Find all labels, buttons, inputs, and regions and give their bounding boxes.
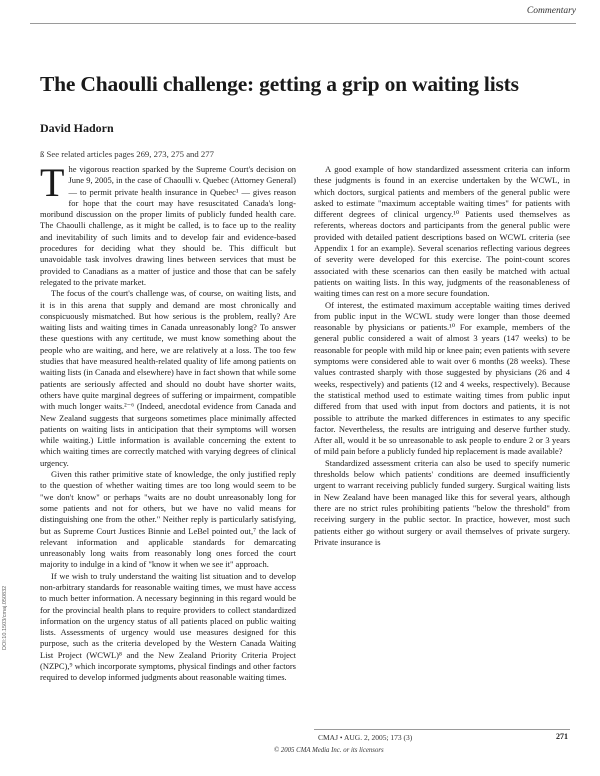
page-number: 271 xyxy=(556,732,568,741)
copyright-notice: © 2005 CMA Media Inc. or its licensors xyxy=(274,747,384,754)
author-name: David Hadorn xyxy=(40,121,114,135)
top-rule xyxy=(30,23,576,24)
see-related-link[interactable]: ß See related articles pages 269, 273, 275 and 277 xyxy=(40,149,214,159)
paragraph-4: If we wish to truly understand the waiting list situation and to develop non-arbitrary standards for reasonable waiting times, we must have access to much better information. A necessary beginning in this regard would be for the provincial health plans to require providers to collect standardized information on the urgency status of all patients placed on public waiting lists. Assessments of urgency would use measures designed for this purpose, such as the criteria developed by the Western Canada Waiting List Project (WCWL)⁸ and the New Zealand Priority Criteria Project (NZPC),⁹ which incorporate symptoms, physical findings and other factors required to develop informed judgments about reasonable waiting times. xyxy=(40,570,296,683)
bottom-rule xyxy=(314,729,570,730)
paragraph-5: A good example of how standardized assessment criteria can inform these judgments is found in an exercise undertaken by the WCWL, in which doctors, surgical patients and members of the general public were asked to estimate "maximum acceptable waiting times" for patients with different degrees of clinical urgency.¹⁰ Patients used themselves as referents, whereas doctors and participants from the general public were provided with detailed patient descriptions based on WCWL criteria (see Appendix 1 for an example). Several scenarios reflecting various degrees of severity were developed for this exercise. The point-count scores associated with these scenarios can then easily be matched with actual patients on waiting lists. In this way, judgments of the reasonableness of waiting times can rest on a more secure foundation. xyxy=(314,164,570,299)
article-title: The Chaoulli challenge: getting a grip on waiting lists xyxy=(40,72,519,96)
paragraph-2: The focus of the court's challenge was, of course, on waiting lists, and it is in this arena that supply and demand are most chronically and conspicuously mismatched. But how serious is the problem, really? Are waiting lists and waiting times in Canada unreasonably long? To answer these questions with any certitude, we must know something about the people who are waiting, and here, we are relatively at a loss. The too few studies that have measured health-related quality of life among patients on waiting lists (in Canada and elsewhere) have in fact shown that while some patients are seriously affected and should no doubt have shorter waits, others have quite marginal degrees of suffering or impairment, compatible with much longer waits.²⁻⁶ (Indeed, anecdotal evidence from Canada and New Zealand suggests that surgeons sometimes place minimally affected patients on waiting lists in anticipation that their symptoms will worsen while waiting.) Little information is available concerning the extent to which waiting times are correctly matched with varying degrees of clinical urgency. xyxy=(40,288,296,468)
drop-cap: T xyxy=(40,164,65,205)
paragraph-3: Given this rather primitive state of knowledge, the only justified reply to the question of whether waiting times are too long would seem to be "we don't know" or perhaps "waits are no doubt unreasonably long for some patients and not for others, but we have no valid means for distinguishing one from the other." Neither reply is particularly satisfying, but as Supreme Court Justices Binnie and LeBel pointed out,⁷ the lack of relevant information and applicable standards for demarcating unreasonably long waits from reasonably long ones forced the court majority to indulge in a kind of "know it when we see it" approach. xyxy=(40,469,296,570)
paragraph-6: Of interest, the estimated maximum acceptable waiting times derived from public input in the WCWL study were longer than those deemed reasonable by physicians or patients.¹⁰ For example, members of the general public considered a wait of almost 3 years (147 weeks) to be reasonable for people with mild hip or knee pain; even patients with severe symptoms were considered able to wait over 6 months (28 weeks). These values contrasted sharply with those suggested by physicians (26 and 4 weeks, respectively) and patients (12 and 4 weeks, respectively). Because the statistical method used to estimate waiting times from public input differed from that used with input from doctors and patients, it is not possible to attribute the marked differences in estimates to any specific factor. Nevertheless, the results are intriguing and deserve further study. After all, would it be so unreasonable to ask people to endure 2 or 3 years of mild pain before a publicly funded hip replacement is made available? xyxy=(314,299,570,457)
paragraph-1 xyxy=(40,164,296,288)
paragraph-7: Standardized assessment criteria can also be used to specify numeric thresholds below which patients' conditions are deemed insufficiently urgent to warrant receiving publicly funded surgery. Surgical waiting lists in New Zealand have been managed like this for several years, although there are no strict rules prohibiting patients "below the threshold" from receiving surgery in the public sector. In practice, however, most such patients either go without surgery or avail themselves of private surgery. Private insurance is xyxy=(314,457,570,547)
left-column xyxy=(40,164,296,720)
paragraph-1-text: he vigorous reaction sparked by the Supreme Court's decision on June 9, 2005, in the case of Chaoulli v. Quebec (Attorney General) — to permit private health insurance in Quebec¹ — gives reason for hope that the court may have resuscitated Canada's long-moribund discussion on the proper limits of publicly funded health care. The Chaoulli challenge, as it might be called, is to face up to the reality and inevitability of such limits and to develop fair and evidence-based procedures for deciding what they should be. This difficult but unavoidable task involves drawing lines between services that must be provided to Canadians as a matter of justice and those that can be safely relegated to the private market. xyxy=(40,164,296,287)
journal-citation: CMAJ • AUG. 2, 2005; 173 (3) xyxy=(318,733,413,742)
doi-label: DOI:10.1503/cmaj.050832 xyxy=(2,585,8,650)
section-label: Commentary xyxy=(526,6,576,16)
right-column xyxy=(314,164,570,720)
